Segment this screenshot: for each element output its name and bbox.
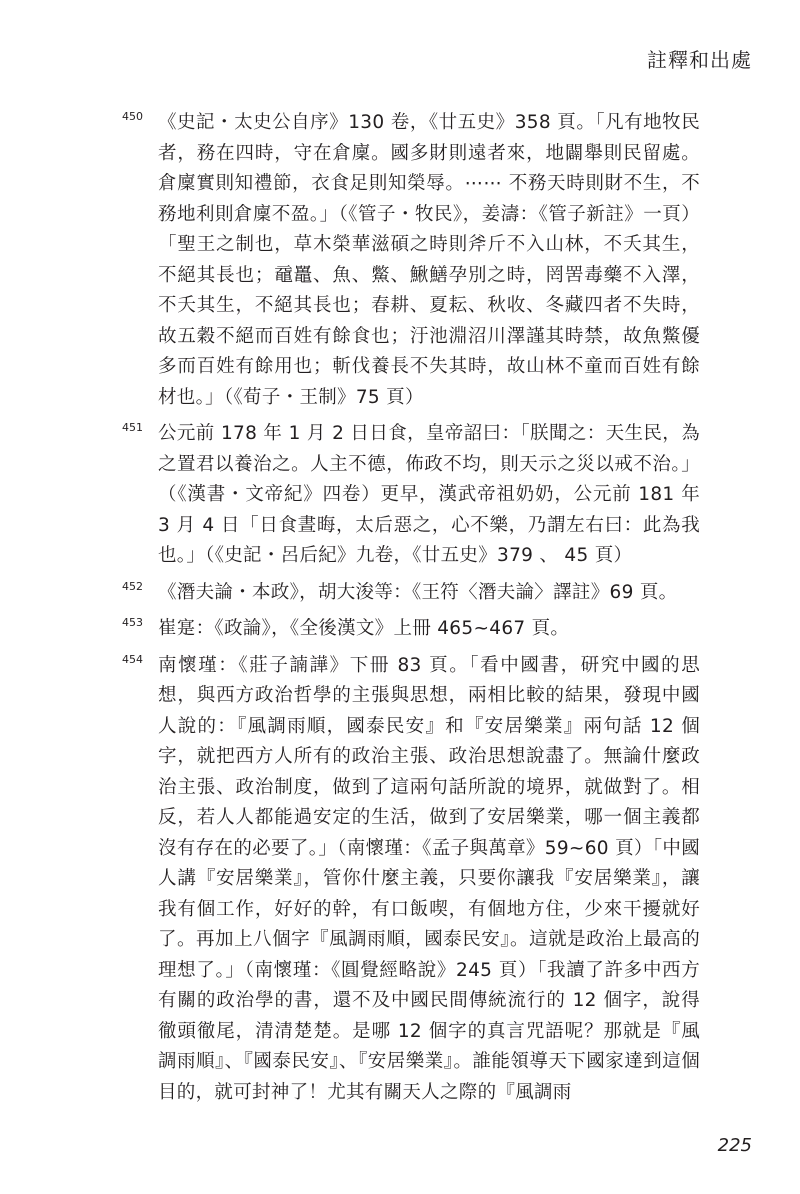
running-header: 註釋和出處 <box>647 48 752 72</box>
endnotes-list <box>122 108 700 1114</box>
note-text: 《史記・太史公自序》130 卷，《廿五史》358 頁。「凡有地牧民者，務在四時，守在倉廩。國多財則遠者來，地闢舉則民留處。倉廩實則知禮節，衣食足則知榮辱。⋯⋯ 不務天時則財不生，不務地利則倉廩不盈。」（《管子・牧民》，姜濤：《管子新註》一頁）「聖王之制也，草木榮華滋碩之時則斧斤不入山林，不夭其生，不絕其長也；黿鼉、魚、鱉、鰍鱔孕別之時，罔罟毒藥不入澤，不夭其生，不絕其長也；春耕、夏耘、秋收、冬藏四者不失時，故五穀不絕而百姓有餘食也；汙池淵沼川澤謹其時禁，故魚鱉優多而百姓有餘用也；斬伐養長不失其時，故山林不童而百姓有餘材也。」（《荀子・王制》75 頁） <box>158 112 700 408</box>
note-454 <box>122 651 700 1109</box>
note-453 <box>122 614 700 645</box>
note-451 <box>122 419 700 572</box>
note-text: 《潛夫論・本政》，胡大浚等：《王符〈潛夫論〉譯註》69 頁。 <box>158 581 678 603</box>
note-number: 454 <box>122 652 143 666</box>
note-number: 450 <box>122 110 143 123</box>
note-number: 452 <box>122 579 143 593</box>
note-text: 南懷瑾：《莊子諵譁》下冊 83 頁。「看中國書，研究中國的思想，與西方政治哲學的主張與思想，兩相比較的結果，發現中國人說的：『風調雨順，國泰民安』和『安居樂業』兩句話 12 個字，就把西方人所有的政治主張、政治思想說盡了。無論什麼政治主張、政治制度，做到了這兩句話所說的境界，就做對了。相反，若人人都能過安定的生活，做到了安居樂業，哪一個主義都沒有存在的必要了。」（南懷瑾：《孟子與萬章》59~60 頁）「中國人講『安居樂業』，管你什麼主義，只要你讓我『安居樂業』，讓我有個工作，好好的幹，有口飯喫，有個地方住，少來干擾就好了。再加上八個字『風調雨順，國泰民安』。這就是政治上最高的理想了。」（南懷瑾：《圓覺經略說》245 頁）「我讀了許多中西方有關的政治學的書，還不及中國民間傳統流行的 12 個字，說得徹頭徹尾，清清楚楚。是哪 12 個字的真言咒語呢？那就是『風調雨順』、『國泰民安』、『安居樂業』。誰能領導天下國家達到這個目的，就可封神了！尤其有關天人之際的『風調雨 <box>158 654 700 1103</box>
note-text: 公元前 178 年 1 月 2 日日食，皇帝詔曰：「朕聞之：天生民，為之置君以養治之。人主不德，佈政不均，則天示之災以戒不治。」（《漢書・文帝紀》四卷）更早，漢武帝祖奶奶，公元前 181 年 3 月 4 日「日食晝晦，太后惡之，心不樂，乃謂左右曰：此為我也。」（《史記・呂后紀》九卷，《廿五史》379 、 45 頁） <box>158 423 700 566</box>
note-450 <box>122 108 700 413</box>
note-text: 崔寔：《政論》，《全後漢文》上冊 465~467 頁。 <box>158 618 570 639</box>
note-number: 453 <box>122 616 143 629</box>
note-452 <box>122 578 700 609</box>
note-number: 451 <box>122 421 143 434</box>
page-number: 225 <box>717 1135 752 1156</box>
